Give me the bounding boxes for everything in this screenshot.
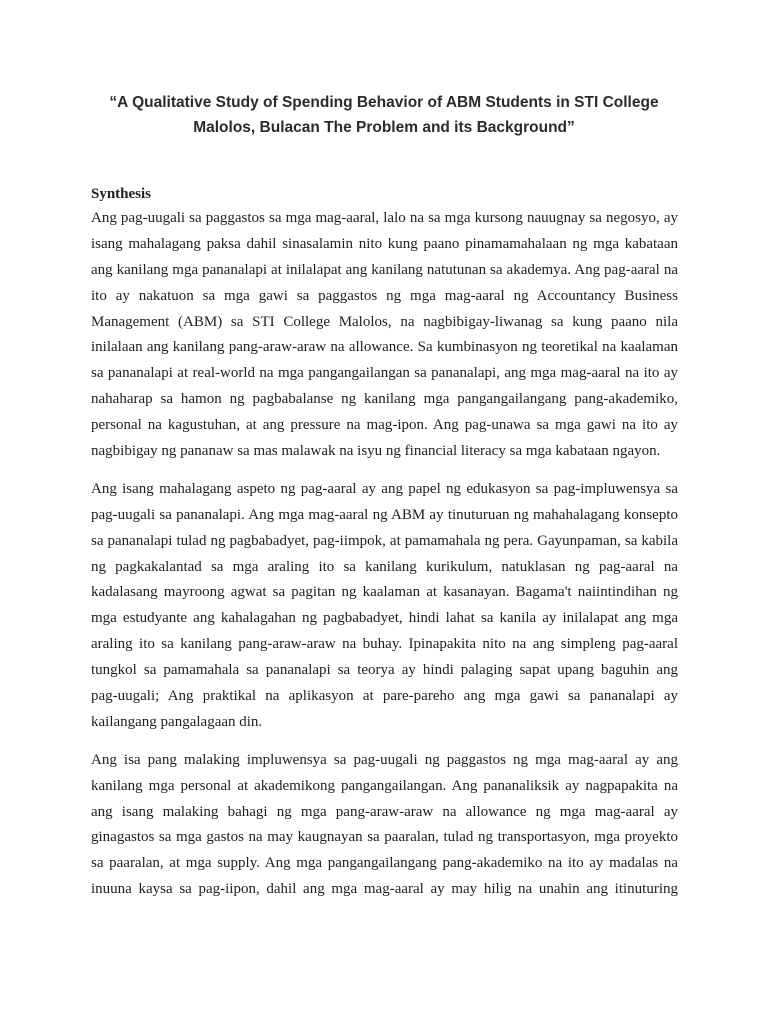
text-line: kanilang mga personal at akademikong pangangailangan. Ang pananaliksik ay nagpapakita na [91, 777, 678, 794]
text-line: kadalasang mayroong agwat sa pagitan ng kaalaman at kasanayan. Bagama't naiintindihan ng [91, 584, 678, 601]
document-title [60, 90, 708, 140]
paragraph-gap [91, 736, 678, 748]
paragraph [91, 477, 678, 736]
text-line: personal na kagustuhan, at ang pressure na mag-ipon. Ang pag-unawa sa mga gawi na ito ay [91, 417, 678, 434]
text-line: inilalaan ang kanilang pang-araw-araw na allowance. Sa kumbinasyon ng teoretikal na kaalaman [91, 339, 678, 356]
text-line: sa pananalapi at real-world na mga pangangailangan sa pananalapi, ang mga mag-aaral na ito ay [91, 365, 678, 382]
section-heading: Synthesis [91, 186, 152, 202]
paragraph [91, 206, 678, 465]
text-line: pag-uugali; Ang praktikal na aplikasyon at pare-pareho ang mga gawi sa pananalapi ay [91, 688, 678, 705]
text-line: sa paaralan, at mga supply. Ang mga pangangailangang pang-akademiko na ito ay madalas na [91, 855, 678, 872]
text-line: pag-uugali sa pananalapi. Ang mga mag-aaral ng ABM ay tinuturuan ng mahahalagang konsepto [91, 506, 678, 523]
title-line: “A Qualitative Study of Spending Behavior of ABM Students in STI College [109, 94, 659, 111]
text-line: inuuna kaysa sa pag-iipon, dahil ang mga mag-aaral ay may hilig na unahin ang itinuturing [91, 881, 678, 898]
text-line: ng pagkakalantad sa mga araling ito sa kanilang kurikulum, natuklasan ng pag-aaral na [91, 558, 678, 575]
text-line: ang isang malaking bahagi ng mga pang-araw-araw na allowance ng mga mag-aaral ay [91, 803, 678, 820]
title-line: Malolos, Bulacan The Problem and its Background” [193, 119, 575, 136]
paragraph-list [91, 206, 678, 903]
text-line: Management (ABM) sa STI College Malolos, na nagbibigay-liwanag sa kung paano nila [91, 313, 678, 330]
text-line: Ang isang mahalagang aspeto ng pag-aaral ay ang papel ng edukasyon sa pag-impluwensya sa [91, 480, 678, 497]
text-line: Ang pag-uugali sa paggastos sa mga mag-aaral, lalo na sa mga kursong nauugnay sa negosyo, ay [91, 210, 678, 226]
text-line: ang kanilang mga pananalapi at inilalapat ang kanilang natutunan sa akademya. Ang pag-aaral na [91, 261, 678, 278]
paragraph [91, 748, 678, 903]
document-body [91, 180, 678, 903]
text-line: nagbibigay ng pananaw sa mas malawak na isyu ng financial literacy sa mga kabataan ngayon. [91, 443, 661, 460]
text-line: tungkol sa pamamahala sa pananalapi sa teorya ay hindi palaging sapat upang baguhin ang [91, 662, 678, 679]
text-line: kailangang pangalagaan din. [91, 713, 263, 730]
paragraph-gap [91, 465, 678, 477]
text-line: mga estudyante ang kahalagahan ng pagbabadyet, hindi lahat sa kanila ay inilalapat ang mga [91, 610, 678, 627]
text-line: isang mahalagang paksa dahil sinasalamin nito kung paano pinamamahalaan ng mga kabataan [91, 235, 678, 252]
text-line: sa pananalapi tulad ng pagbabadyet, pag-iimpok, at pamamahala ng pera. Gayunpaman, sa kabila [91, 532, 678, 549]
text-line: ginagastos sa mga gastos na may kaugnayan sa paaralan, tulad ng transportasyon, mga proyekto [91, 829, 678, 846]
text-line: Ang isa pang malaking impluwensya sa pag-uugali ng paggastos ng mga mag-aaral ay ang [91, 751, 678, 768]
text-line: nahaharap sa hamon ng pagbabalanse ng kanilang mga pangangailangang pang-akademiko, [91, 391, 678, 408]
text-line: ito ay nakatuon sa mga gawi sa paggastos ng mga mag-aaral ng Accountancy Business [91, 287, 678, 304]
text-line: araling ito sa kanilang pang-araw-araw na buhay. Ipinapakita nito na ang simpleng pag-aaral [91, 636, 678, 653]
